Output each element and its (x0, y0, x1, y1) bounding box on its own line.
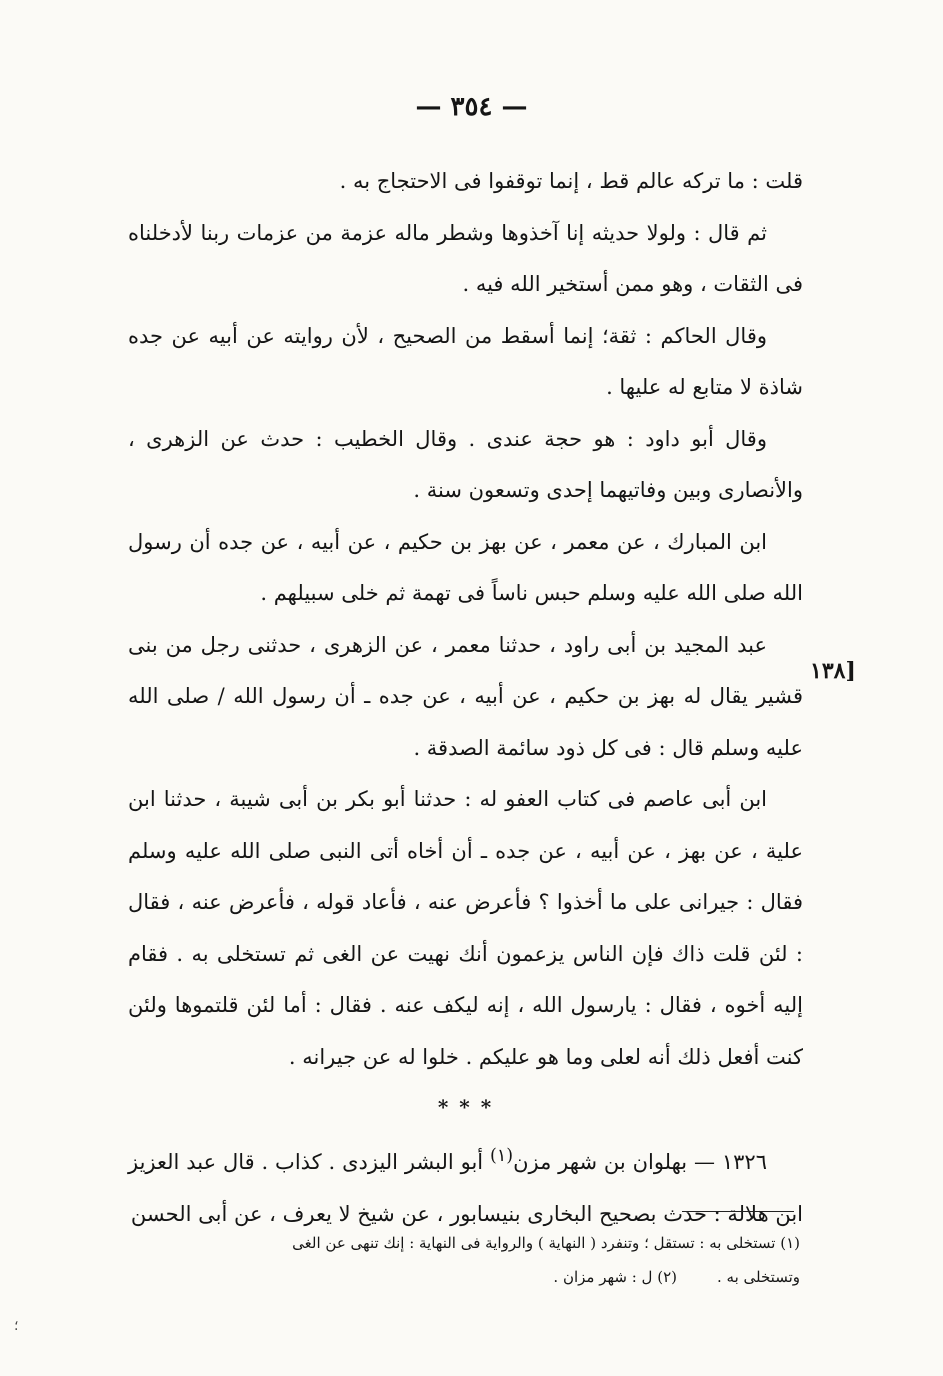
page-edge-mark: ؛ (14, 1318, 19, 1334)
paragraph: ابن المبارك ، عن معمر ، عن بهز بن حكيم ، عن أبيه ، عن جده أن رسول الله صلى الله عليه وسلم حبس ناساً فى تهمة ثم خلى سبيلهم . (128, 529, 803, 605)
paragraph: وقال أبو داود : هو حجة عندى . وقال الخطيب : حدث عن الزهرى ، والأنصارى وبين وفاتيهما إحدى وتسعون سنة . (128, 426, 803, 502)
paragraph: قلت : ما تركه عالم قط ، إنما توقفوا فى الاحتجاج به . (339, 169, 803, 193)
entry-paragraph (128, 1131, 803, 1240)
footnote-1: (١) تستخلى به : تستقل ؛ وتنفرد ( النهاية ) والرواية فى النهاية : إنك تنهى عن الغى (292, 1234, 800, 1252)
entry-text: أبو البشر اليزدى . كذاب . قال عبد العزيز ابن هلالة : حدث بصحيح البخارى بنيسابور ، عن شيخ لا يعرف ، عن أبى الحسن (128, 1150, 803, 1226)
footnote-reference: (١) (490, 1146, 514, 1166)
paragraph: وقال الحاكم : ثقة؛ إنما أسقط من الصحيح ، لأن روايته عن أبيه عن جده شاذة لا متابع له عليها . (128, 323, 803, 399)
paragraph: ثم قال : ولولا حديثه إنا آخذوها وشطر ماله عزمة من عزمات ربنا لأدخلناه فى الثقات ، وهو ممن أستخير الله فيه . (128, 220, 803, 296)
page-number: — ٣٥٤ — (415, 92, 528, 122)
footnote-2: (٢) ل : شهر مزان . (553, 1268, 677, 1286)
footnote-line-2 (110, 1260, 800, 1294)
footnotes (110, 1226, 800, 1294)
margin-reference: [١٣٨ (810, 658, 856, 684)
section-separator: * * * (437, 1095, 494, 1119)
main-text (128, 156, 803, 1240)
footnote-divider (682, 1211, 794, 1212)
paragraph: عبد المجيد بن أبى راود ، حدثنا معمر ، عن الزهرى ، حدثنى رجل من بنى قشير يقال له بهز بن حكيم ، عن أبيه ، عن جده ـ أن رسول الله / صلى الله عليه وسلم قال : فى كل ذود سائمة الصدقة . (128, 632, 803, 760)
footnote-1-continuation: وتستخلى به . (717, 1268, 800, 1286)
entry-heading: ١٣٢٦ — بهلوان بن شهر مزن (513, 1150, 767, 1174)
paragraph: ابن أبى عاصم فى كتاب العفو له : حدثنا أبو بكر بن أبى شيبة ، حدثنا ابن علية ، عن بهز ، عن أبيه ، عن جده ـ أن أخاه أتى النبى صلى الله عليه وسلم فقال : جيرانى على ما أخذوا ؟ فأعرض عنه ، فأعاد قوله ، فأعرض عنه ، فقال : لئن قلت ذاك فإن الناس يزعمون أنك نهيت عن الغى ثم تستخلى به . فقام إليه أخوه ، فقال : يارسول الله ، إنه ليكف عنه . فقال : أما لئن قلتموها ولئن كنت أفعل ذلك أنه لعلى وما هو عليكم . خلوا له عن جيرانه . (128, 787, 803, 1069)
